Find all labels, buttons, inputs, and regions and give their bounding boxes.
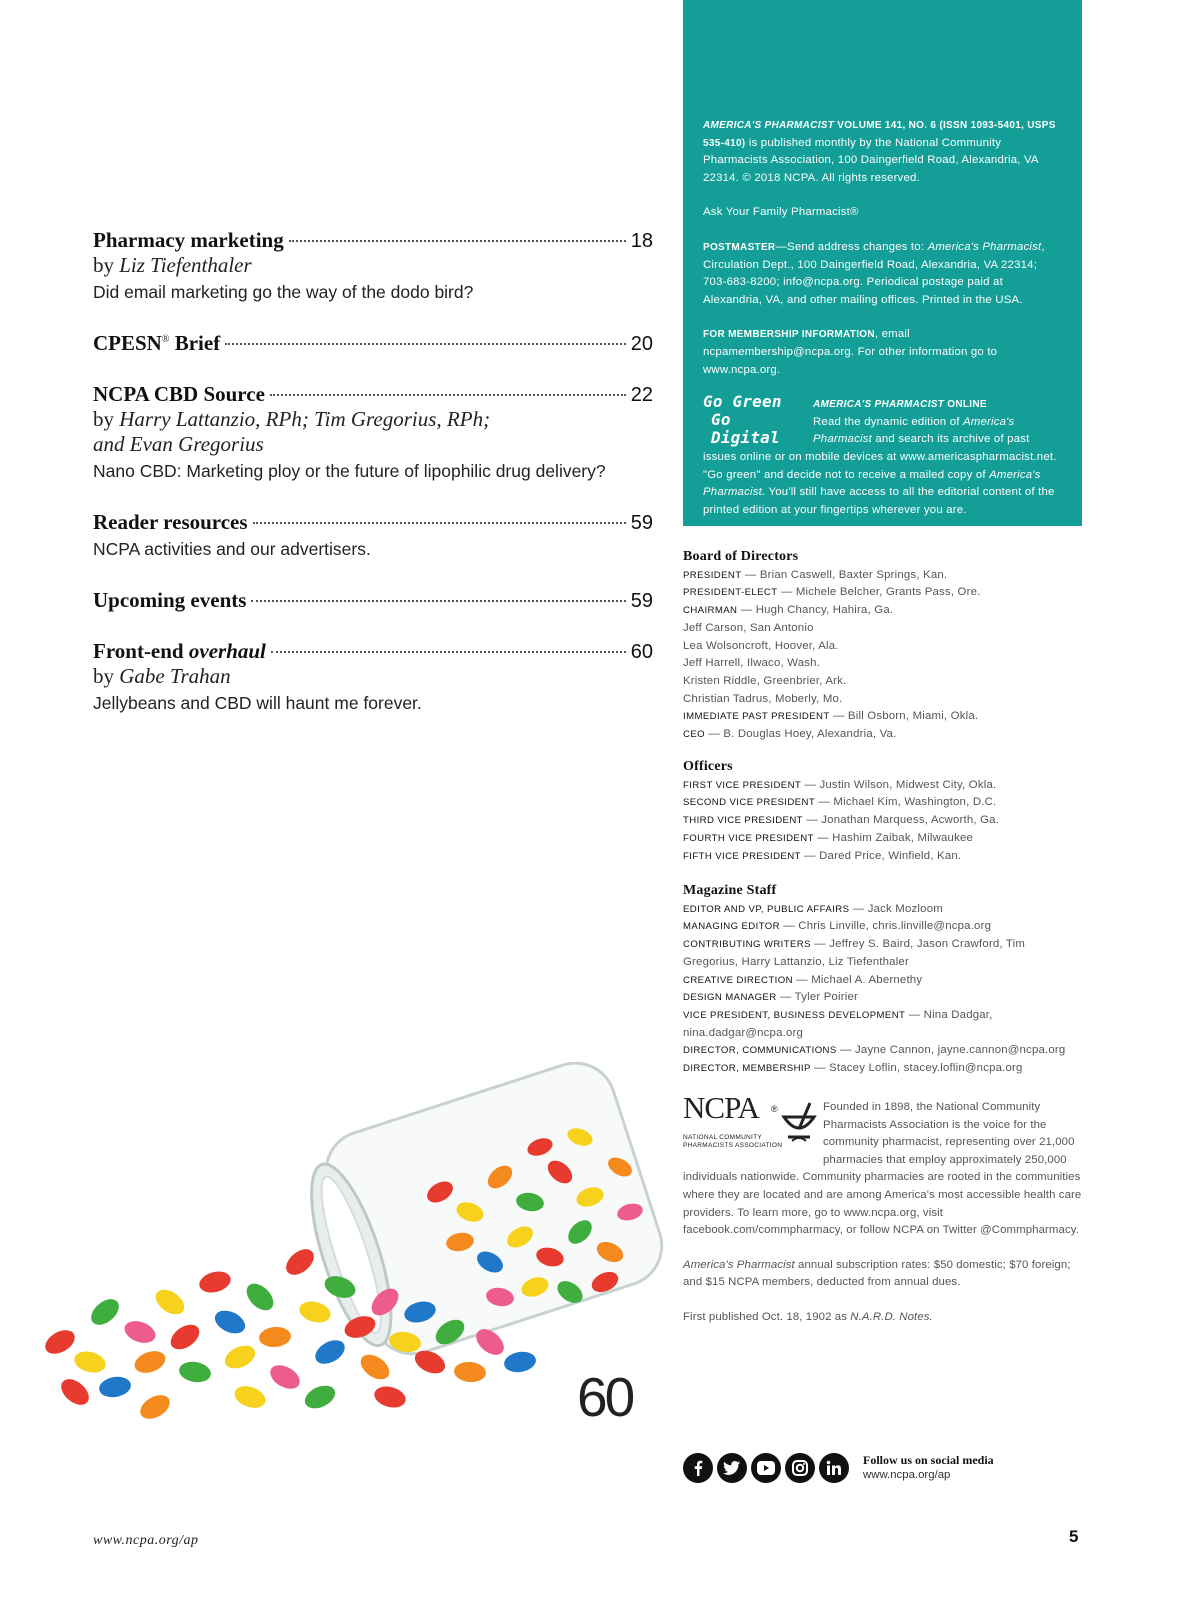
toc-entry-reader-resources[interactable] — [93, 510, 653, 562]
masthead-line: Kristen Riddle, Greenbrier, Ark. — [683, 674, 847, 687]
masthead-line: FIFTH VICE PRESIDENT — Dared Price, Winfield, Kan. — [683, 849, 962, 862]
toc-title: NCPA CBD Source — [93, 382, 265, 406]
youtube-icon[interactable] — [751, 1453, 781, 1483]
dot-leader — [289, 240, 626, 242]
facebook-icon[interactable] — [683, 1453, 713, 1483]
toc-entry-cpesn-brief[interactable] — [93, 331, 653, 356]
masthead-line: CHAIRMAN — Hugh Chancy, Hahira, Ga. — [683, 604, 894, 617]
toc-description: NCPA activities and our advertisers. — [93, 539, 371, 559]
magazine-staff — [683, 882, 1083, 1078]
toc-page-number: 60 — [630, 641, 653, 663]
officers — [683, 758, 1103, 865]
section-heading: Magazine Staff — [683, 883, 777, 898]
dot-leader — [225, 343, 626, 345]
masthead-line: THIRD VICE PRESIDENT — Jonathan Marquess, Acworth, Ga. — [683, 814, 1000, 827]
toc-page-number: 18 — [630, 230, 653, 252]
toc-page-number: 22 — [630, 384, 653, 406]
toc-title: Reader resources — [93, 510, 248, 534]
masthead-line: FOURTH VICE PRESIDENT — Hashim Zaibak, Milwaukee — [683, 831, 974, 844]
masthead-line: PRESIDENT-ELECT — Michele Belcher, Grants Pass, Ore. — [683, 586, 981, 599]
masthead-line: IMMEDIATE PAST PRESIDENT — Bill Osborn, Miami, Okla. — [683, 710, 979, 723]
footer-page-number: 5 — [1069, 1527, 1079, 1546]
masthead-line: EDITOR AND VP, PUBLIC AFFAIRS — Jack Mozloom — [683, 902, 943, 915]
follow-us — [863, 1453, 994, 1483]
toc-entry-upcoming-events[interactable] — [93, 588, 653, 613]
ncpa-logo: NCPA ® NATIONAL COMMUNITY PHARMACISTS ASSOCIATION — [683, 1099, 823, 1159]
toc-description: Did email marketing go the way of the dodo bird? — [93, 282, 474, 302]
section-heading: Officers — [683, 759, 733, 774]
masthead-line: Jeff Carson, San Antonio — [683, 621, 814, 634]
table-of-contents — [93, 228, 653, 742]
ncpa-description: Founded in 1898, the National Community Pharmacists Association is the voice for the community pharmacist, representing over 21,000 pharmacies that employ approximately 250,000 individuals nationwide. Community pharmacies are rooted in the communities where they are located and are among America's most accessible health care providers. To learn more, go to www.ncpa.org, visit facebook.com/commpharmacy, or follow NCPA on Twitter @Commpharmacy. — [683, 1101, 1082, 1237]
postmaster-info: POSTMASTER—Send address changes to: America's Pharmacist, Circulation Dept., 100 Daingerfield Road, Alexandria, VA 22314; 703-683-8200; info@ncpa.org. Periodical postage paid at Alexandria, VA, and other mailing offices. Printed in the USA. — [703, 240, 1045, 306]
toc-entry-pharmacy-marketing[interactable] — [93, 228, 653, 305]
social-media-bar — [683, 1453, 994, 1483]
dot-leader — [251, 600, 625, 602]
masthead-line: DESIGN MANAGER — Tyler Poirier — [683, 991, 859, 1004]
toc-byline: by Gabe Trahan — [93, 664, 231, 688]
toc-title: CPESN® Brief — [93, 331, 221, 355]
toc-page-number: 59 — [630, 512, 653, 534]
follow-url[interactable]: www.ncpa.org/ap — [863, 1469, 951, 1481]
masthead-line: MANAGING EDITOR — Chris Linville, chris.linville@ncpa.org — [683, 920, 992, 933]
masthead-line: CONTRIBUTING WRITERS — Jeffrey S. Baird, Jason Crawford, Tim Gregorius, Harry Lattanzio, Liz Tiefenthaler — [683, 938, 1026, 968]
membership-info: FOR MEMBERSHIP INFORMATION, email ncpamembership@ncpa.org. For other information go to www.ncpa.org. — [703, 328, 998, 376]
online-edition-info: Go Green Go Digital AMERICA'S PHARMACIST ONLINE Read the dynamic edition of America's Pharmacist and search its archive of past issues online or on mobile devices at www.americaspharmacist.net. "Go green" and decide not to receive a mailed copy of America's Pharmacist. You'll still have access to all the editorial content of the printed edition at your fingertips wherever you are. — [703, 392, 1057, 516]
toc-description: Jellybeans and CBD will haunt me forever. — [93, 693, 422, 713]
footer-url[interactable]: www.ncpa.org/ap — [93, 1533, 199, 1548]
follow-label: Follow us on social media — [863, 1453, 994, 1467]
publication-info-box — [683, 0, 1082, 526]
toc-title: Upcoming events — [93, 588, 247, 612]
first-published-note: First published Oct. 18, 1902 as N.A.R.D. Notes. — [683, 1310, 933, 1323]
masthead-line: VICE PRESIDENT, BUSINESS DEVELOPMENT — Nina Dadgar, nina.dadgar@ncpa.org — [683, 1008, 993, 1039]
dot-leader — [270, 394, 626, 396]
masthead-line: SECOND VICE PRESIDENT — Michael Kim, Washington, D.C. — [683, 796, 997, 809]
masthead-line: CEO — B. Douglas Hoey, Alexandria, Va. — [683, 728, 897, 741]
masthead-line: Christian Tadrus, Moberly, Mo. — [683, 692, 843, 705]
masthead-line: PRESIDENT — Brian Caswell, Baxter Springs, Kan. — [683, 568, 948, 581]
tagline: Ask Your Family Pharmacist® — [703, 206, 859, 219]
publication-statement: AMERICA'S PHARMACIST VOLUME 141, NO. 6 (ISSN 1093-5401, USPS 535-410) is published monthly by the National Community Pharmacists Association, 100 Daingerfield Road, Alexandria, VA 22314. © 2018 NCPA. All rights reserved. — [703, 120, 1056, 184]
toc-title: Front-end overhaul — [93, 639, 266, 663]
section-heading: Board of Directors — [683, 549, 799, 564]
board-of-directors — [683, 548, 1103, 744]
masthead-line: Lea Wolsoncroft, Hoover, Ala. — [683, 639, 839, 652]
twitter-icon[interactable] — [717, 1453, 747, 1483]
toc-page-number: 20 — [630, 333, 653, 355]
toc-byline: by Liz Tiefenthaler — [93, 253, 252, 277]
masthead-line: Jeff Harrell, Ilwaco, Wash. — [683, 657, 821, 670]
toc-title: Pharmacy marketing — [93, 228, 284, 252]
subscription-rates: America's Pharmacist annual subscription rates: $50 domestic; $70 foreign; and $15 NCPA members, deducted from annual dues. — [683, 1258, 1071, 1289]
toc-page-number: 59 — [630, 590, 653, 612]
masthead-line: DIRECTOR, COMMUNICATIONS — Jayne Cannon, jayne.cannon@ncpa.org — [683, 1044, 1066, 1057]
toc-entry-ncpa-cbd-source[interactable] — [93, 382, 653, 484]
masthead-line: DIRECTOR, MEMBERSHIP — Stacey Loflin, stacey.loflin@ncpa.org — [683, 1062, 1023, 1075]
toc-entry-front-end-overhaul[interactable] — [93, 639, 653, 716]
go-green-go-digital-logo: Go Green Go Digital — [703, 392, 782, 448]
toc-description: Nano CBD: Marketing ploy or the future of lipophilic drug delivery? — [93, 461, 606, 481]
masthead-line: CREATIVE DIRECTION — Michael A. Abernethy — [683, 973, 923, 986]
feature-page-number: 60 — [577, 1366, 633, 1428]
toc-byline: by Harry Lattanzio, RPh; Tim Gregorius, RPh; and Evan Gregorius — [93, 407, 491, 456]
masthead-line: FIRST VICE PRESIDENT — Justin Wilson, Midwest City, Okla. — [683, 778, 997, 791]
dot-leader — [253, 522, 626, 524]
jellybean-jar-image — [20, 1062, 670, 1450]
linkedin-icon[interactable] — [819, 1453, 849, 1483]
dot-leader — [271, 651, 626, 653]
ncpa-about — [683, 1090, 1083, 1344]
instagram-icon[interactable] — [785, 1453, 815, 1483]
